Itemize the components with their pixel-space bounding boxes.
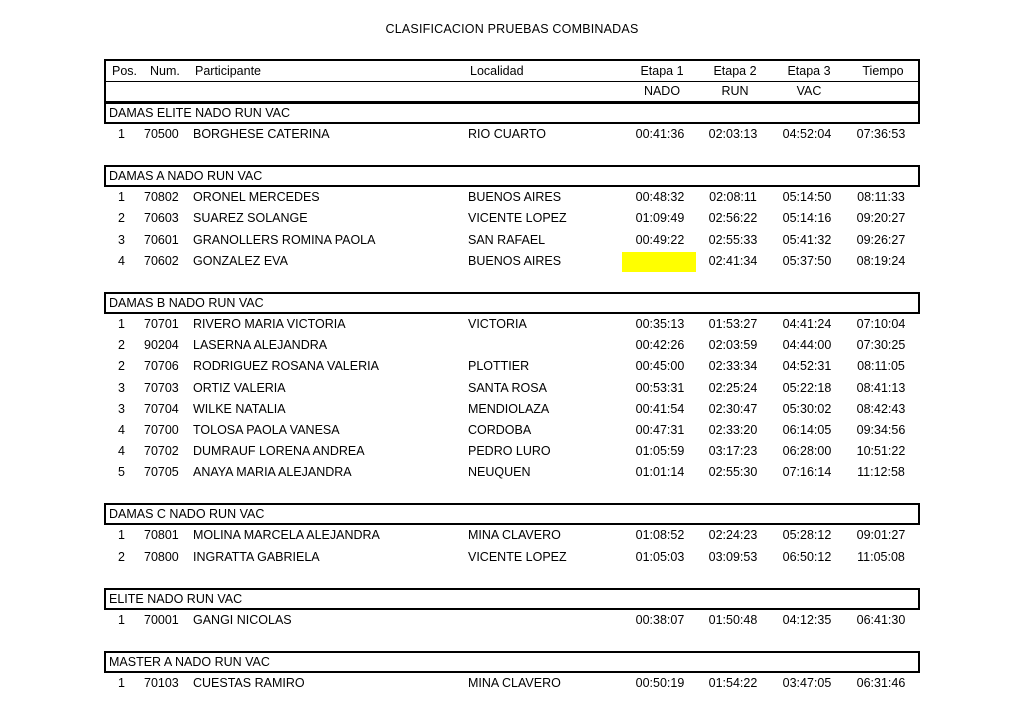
category-spacer xyxy=(104,272,920,292)
cell-pos: 2 xyxy=(118,359,125,374)
cell-time: 08:11:33 xyxy=(857,190,905,205)
column-subheader-row xyxy=(104,82,920,102)
col-stage2-sub: RUN xyxy=(721,84,749,98)
cell-participant: GONZALEZ EVA xyxy=(193,253,288,268)
cell-stage3: 03:47:05 xyxy=(782,676,832,690)
cell-time: 09:20:27 xyxy=(856,211,906,226)
cell-time: 07:30:25 xyxy=(856,338,906,353)
cell-locality: VICENTE LOPEZ xyxy=(468,549,567,564)
cell-stage3: 05:37:50 xyxy=(782,253,832,268)
cell-num: 70700 xyxy=(144,422,179,437)
cell-stage2: 02:55:30 xyxy=(708,465,758,480)
cell-participant: ORTIZ VALERIA xyxy=(193,380,286,395)
cell-pos: 1 xyxy=(118,612,125,627)
cell-time: 08:11:05 xyxy=(857,359,905,374)
cell-locality: SANTA ROSA xyxy=(468,380,547,395)
cell-stage3: 05:30:02 xyxy=(782,401,832,416)
cell-stage1: 00:47:31 xyxy=(635,422,685,437)
cell-participant: SUAREZ SOLANGE xyxy=(193,211,308,226)
cell-stage3: 05:28:12 xyxy=(782,528,832,543)
cell-locality: SAN RAFAEL xyxy=(468,232,546,247)
col-locality: Localidad xyxy=(470,64,524,78)
category-header xyxy=(104,503,920,525)
col-stage3-sub: VAC xyxy=(796,84,822,98)
category-spacer xyxy=(104,483,920,503)
cell-num: 70702 xyxy=(144,444,179,459)
cell-stage3: 04:41:24 xyxy=(782,316,832,331)
cell-locality: MENDIOLAZA xyxy=(468,401,550,416)
cell-num: 70500 xyxy=(144,127,179,141)
cell-stage3: 05:14:16 xyxy=(782,211,832,226)
cell-stage3: 04:44:00 xyxy=(782,338,832,353)
cell-stage2: 02:55:33 xyxy=(708,232,758,247)
cell-locality: NEUQUEN xyxy=(468,465,531,480)
cell-locality: MINA CLAVERO xyxy=(468,676,561,690)
cell-pos: 1 xyxy=(118,676,125,690)
cell-stage1: 00:38:07 xyxy=(635,612,685,627)
cell-stage2: 01:50:48 xyxy=(708,612,758,627)
cell-stage3: 04:52:04 xyxy=(782,127,832,141)
cell-time: 08:41:13 xyxy=(856,380,906,395)
cell-locality: VICENTE LOPEZ xyxy=(468,211,567,226)
cell-time: 10:51:22 xyxy=(856,444,906,459)
cell-stage2: 02:56:22 xyxy=(708,211,758,226)
cell-participant: ORONEL MERCEDES xyxy=(193,190,320,205)
table-row xyxy=(104,399,920,420)
table-row xyxy=(104,356,920,377)
results-table xyxy=(104,59,920,694)
table-row xyxy=(104,462,920,483)
cell-stage1: 00:50:19 xyxy=(635,676,685,690)
cell-pos: 4 xyxy=(118,422,125,437)
cell-num: 70103 xyxy=(144,676,179,690)
cell-stage3: 04:52:31 xyxy=(782,359,832,374)
cell-stage3: 06:28:00 xyxy=(782,444,832,459)
cell-stage2: 02:30:47 xyxy=(708,401,758,416)
cell-participant: DUMRAUF LORENA ANDREA xyxy=(193,444,365,459)
cell-stage2: 02:03:13 xyxy=(708,127,758,141)
table-row xyxy=(104,441,920,462)
cell-stage3: 07:16:14 xyxy=(782,465,832,480)
table-row xyxy=(104,335,920,356)
category-header xyxy=(104,292,920,314)
cell-time: 08:19:24 xyxy=(856,253,906,268)
category-header xyxy=(104,651,920,673)
cell-stage2: 02:03:59 xyxy=(708,338,758,353)
cell-participant: INGRATTA GABRIELA xyxy=(193,549,320,564)
table-row xyxy=(104,378,920,399)
column-header-row xyxy=(104,59,920,82)
col-time: Tiempo xyxy=(862,64,904,78)
category-spacer xyxy=(104,145,920,165)
col-participant: Participante xyxy=(195,64,262,78)
cell-stage2: 01:53:27 xyxy=(708,316,758,331)
cell-stage2: 02:08:11 xyxy=(709,190,757,205)
cell-participant: RIVERO MARIA VICTORIA xyxy=(193,316,346,331)
cell-participant: BORGHESE CATERINA xyxy=(193,127,330,141)
cell-num: 70603 xyxy=(144,211,179,226)
table-row xyxy=(104,314,920,335)
table-row xyxy=(104,124,920,145)
table-row xyxy=(104,420,920,441)
cell-stage1: 00:49:22 xyxy=(635,232,685,247)
table-row xyxy=(104,230,920,251)
category-header xyxy=(104,165,920,187)
cell-time: 07:10:04 xyxy=(856,316,906,331)
cell-pos: 2 xyxy=(118,338,125,353)
cell-stage2: 02:33:20 xyxy=(708,422,758,437)
table-row xyxy=(104,610,920,631)
cell-pos: 2 xyxy=(118,211,125,226)
cell-pos: 3 xyxy=(118,401,125,416)
category-label: DAMAS A NADO RUN VAC xyxy=(109,169,263,184)
cell-participant: GANGI NICOLAS xyxy=(193,612,292,627)
cell-stage3: 06:50:12 xyxy=(782,549,832,564)
cell-stage1: 00:35:13 xyxy=(635,316,685,331)
category-header xyxy=(104,102,920,124)
cell-stage1: 01:05:59 xyxy=(635,444,685,459)
cell-locality: MINA CLAVERO xyxy=(468,528,561,543)
category-spacer xyxy=(104,631,920,651)
cell-stage3: 05:41:32 xyxy=(782,232,832,247)
cell-participant: RODRIGUEZ ROSANA VALERIA xyxy=(193,359,379,374)
cell-stage2: 02:25:24 xyxy=(708,380,758,395)
cell-time: 09:34:56 xyxy=(856,422,906,437)
col-stage1: Etapa 1 xyxy=(640,64,684,78)
cell-stage3: 05:22:18 xyxy=(782,380,832,395)
cell-num: 90204 xyxy=(144,338,179,353)
cell-stage1: 01:08:52 xyxy=(635,528,685,543)
highlighted-empty-cell xyxy=(622,252,696,272)
category-label: DAMAS B NADO RUN VAC xyxy=(109,295,264,310)
cell-time: 11:05:08 xyxy=(857,549,905,564)
category-label: DAMAS C NADO RUN VAC xyxy=(109,507,265,522)
cell-locality: CORDOBA xyxy=(468,422,532,437)
cell-locality: PLOTTIER xyxy=(468,359,530,374)
cell-pos: 5 xyxy=(118,465,125,480)
col-stage3: Etapa 3 xyxy=(787,64,831,78)
cell-pos: 1 xyxy=(118,316,125,331)
cell-stage2: 02:33:34 xyxy=(708,359,758,374)
category-spacer xyxy=(104,568,920,588)
category-label: MASTER A NADO RUN VAC xyxy=(109,655,270,669)
cell-participant: LASERNA ALEJANDRA xyxy=(193,338,328,353)
cell-num: 70001 xyxy=(144,612,179,627)
cell-stage3: 04:12:35 xyxy=(782,612,832,627)
table-row xyxy=(104,251,920,272)
cell-pos: 4 xyxy=(118,444,125,459)
cell-locality: BUENOS AIRES xyxy=(468,190,562,205)
cell-stage1: 00:41:36 xyxy=(635,127,685,141)
table-row xyxy=(104,547,920,568)
cell-pos: 2 xyxy=(118,549,125,564)
cell-stage2: 03:09:53 xyxy=(708,549,758,564)
table-row xyxy=(104,187,920,208)
cell-num: 70801 xyxy=(144,528,179,543)
cell-time: 09:01:27 xyxy=(856,528,906,543)
col-stage2: Etapa 2 xyxy=(713,64,757,78)
cell-time: 06:31:46 xyxy=(856,676,906,690)
results-body xyxy=(104,102,920,694)
cell-num: 70703 xyxy=(144,380,179,395)
cell-locality: BUENOS AIRES xyxy=(468,253,562,268)
cell-time: 11:12:58 xyxy=(857,465,905,480)
category-header xyxy=(104,588,920,610)
cell-stage1: 00:41:54 xyxy=(635,401,685,416)
cell-num: 70701 xyxy=(144,316,179,331)
cell-stage1: 01:05:03 xyxy=(635,549,685,564)
cell-stage1: 00:42:26 xyxy=(635,338,685,353)
cell-num: 70706 xyxy=(144,359,179,374)
cell-participant: TOLOSA PAOLA VANESA xyxy=(193,422,340,437)
cell-pos: 1 xyxy=(118,190,125,205)
cell-locality: PEDRO LURO xyxy=(468,444,551,459)
cell-num: 70800 xyxy=(144,549,179,564)
cell-pos: 4 xyxy=(118,253,125,268)
page-title: CLASIFICACION PRUEBAS COMBINADAS xyxy=(385,22,639,36)
cell-time: 08:42:43 xyxy=(856,401,906,416)
cell-num: 70704 xyxy=(144,401,179,416)
cell-stage1: 01:01:14 xyxy=(635,465,685,480)
cell-participant: ANAYA MARIA ALEJANDRA xyxy=(193,465,352,480)
cell-time: 06:41:30 xyxy=(856,612,906,627)
cell-num: 70705 xyxy=(144,465,179,480)
cell-stage1: 00:53:31 xyxy=(635,380,685,395)
cell-participant: GRANOLLERS ROMINA PAOLA xyxy=(193,232,376,247)
cell-stage3: 06:14:05 xyxy=(782,422,832,437)
cell-stage2: 01:54:22 xyxy=(708,676,758,690)
cell-stage2: 02:24:23 xyxy=(708,528,758,543)
category-label: DAMAS ELITE NADO RUN VAC xyxy=(109,106,291,120)
cell-pos: 3 xyxy=(118,232,125,247)
cell-time: 09:26:27 xyxy=(856,232,906,247)
table-row xyxy=(104,673,920,694)
cell-num: 70602 xyxy=(144,253,179,268)
cell-stage1: 01:09:49 xyxy=(635,211,685,226)
cell-pos: 1 xyxy=(118,528,125,543)
col-pos: Pos. xyxy=(112,64,138,78)
table-row xyxy=(104,525,920,546)
col-num: Num. xyxy=(150,64,180,78)
cell-participant: MOLINA MARCELA ALEJANDRA xyxy=(193,528,380,543)
category-label: ELITE NADO RUN VAC xyxy=(109,591,243,606)
cell-stage2: 03:17:23 xyxy=(708,444,758,459)
col-stage1-sub: NADO xyxy=(643,84,681,98)
cell-participant: WILKE NATALIA xyxy=(193,401,286,416)
cell-num: 70601 xyxy=(144,232,179,247)
cell-pos: 1 xyxy=(118,127,125,141)
cell-participant: CUESTAS RAMIRO xyxy=(193,676,305,690)
cell-time: 07:36:53 xyxy=(856,127,906,141)
cell-num: 70802 xyxy=(144,190,179,205)
cell-locality: VICTORIA xyxy=(468,316,527,331)
cell-stage2: 02:41:34 xyxy=(708,253,758,268)
table-row xyxy=(104,208,920,229)
cell-stage3: 05:14:50 xyxy=(782,190,832,205)
cell-pos: 3 xyxy=(118,380,125,395)
cell-stage1: 00:48:32 xyxy=(635,190,685,205)
cell-locality: RIO CUARTO xyxy=(468,127,547,141)
cell-stage1: 00:45:00 xyxy=(635,359,685,374)
